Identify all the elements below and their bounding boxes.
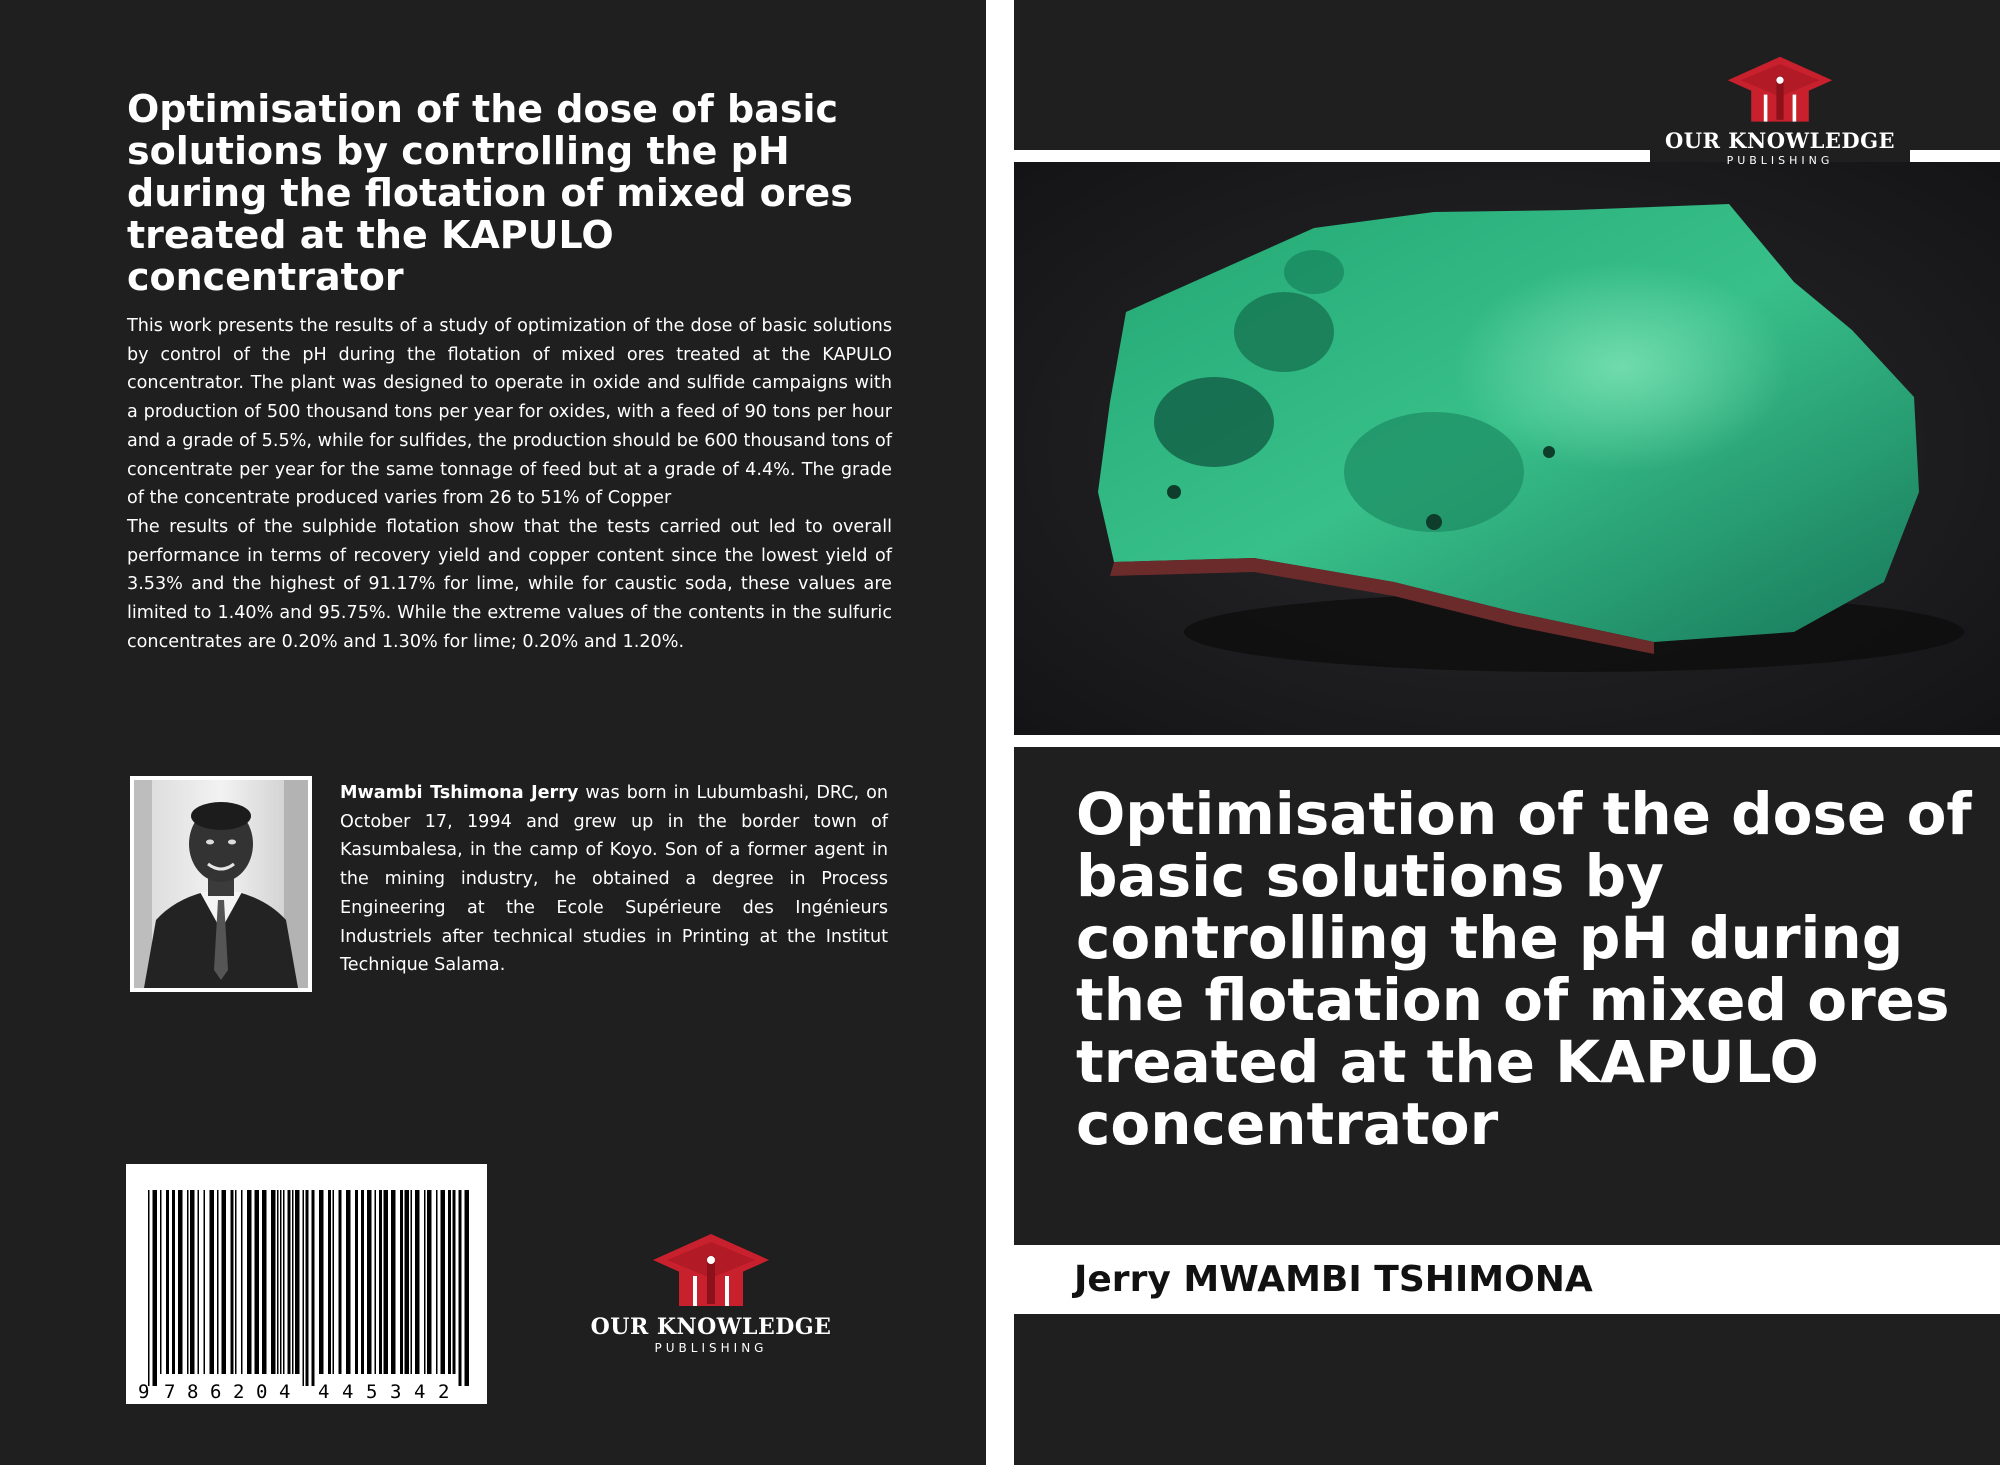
- barcode-bar: [288, 1190, 291, 1374]
- barcode-bar: [283, 1190, 285, 1374]
- isbn-barcode: [126, 1164, 487, 1404]
- barcode-bar: [405, 1190, 410, 1374]
- barcode-bar: [453, 1190, 456, 1374]
- barcode-bar: [160, 1190, 162, 1374]
- barcode-bar: [217, 1190, 219, 1374]
- barcode-bar: [441, 1190, 446, 1374]
- barcode-bar: [295, 1190, 300, 1374]
- barcode-bar: [190, 1190, 195, 1374]
- publisher-name: OUR KNOWLEDGE: [1664, 128, 1896, 153]
- barcode-digit: 5: [366, 1381, 378, 1403]
- barcode-bar: [448, 1190, 451, 1374]
- barcode-bar: [355, 1190, 358, 1374]
- barcode-bar: [210, 1190, 215, 1374]
- barcode-digit: 2: [233, 1381, 245, 1403]
- barcode-bar: [204, 1190, 206, 1374]
- abstract-paragraph-2: The results of the sulphide flotation show that the tests carried out led to overall performance in terms of recovery yield and copper content since the lowest yield of 3.53% and the highest of 91.17% for lime, while for caustic soda, these values are limited to 1.40% and 95.75%. While the extreme values of the contents in the sulfuric concentrates are 0.20% and 1.30% for lime; 0.20% and 1.20%.: [127, 516, 892, 652]
- barcode-bar: [361, 1190, 364, 1374]
- barcode-digit: 3: [390, 1381, 402, 1403]
- barcode-bar: [303, 1190, 305, 1386]
- barcode-bar: [255, 1190, 260, 1374]
- barcode-bar: [235, 1190, 237, 1374]
- front-cover-title: Optimisation of the dose of basic solutions by controlling the pH during the flotation of mixed ores treated at the KAPULO concentrator: [1076, 780, 1972, 1158]
- barcode-icon: [126, 1164, 487, 1404]
- publisher-logo-back: [586, 1232, 836, 1356]
- publisher-sub: PUBLISHING: [654, 1341, 768, 1355]
- barcode-digit: 0: [256, 1381, 268, 1403]
- barcode-digit: 9: [138, 1381, 150, 1403]
- barcode-bar: [319, 1190, 324, 1374]
- barcode-digit: 2: [438, 1381, 450, 1403]
- barcode-bar: [424, 1190, 426, 1374]
- barcode-bar: [333, 1190, 335, 1374]
- barcode-bar: [411, 1190, 413, 1374]
- barcode-bar: [415, 1190, 420, 1374]
- barcode-bar: [328, 1190, 331, 1374]
- barcode-bar: [367, 1190, 372, 1374]
- barcode-bar: [172, 1190, 175, 1374]
- barcode-digit: 4: [318, 1381, 330, 1403]
- barcode-digit: 6: [210, 1381, 222, 1403]
- author-portrait-image: [130, 776, 312, 992]
- barcode-bar: [277, 1190, 279, 1374]
- barcode-bar: [271, 1190, 276, 1374]
- barcode-bar: [187, 1190, 189, 1374]
- graduation-cap-logo-icon: [1725, 55, 1835, 127]
- author-biography: [340, 779, 888, 980]
- back-cover-abstract: [127, 312, 892, 656]
- barcode-bar: [247, 1190, 252, 1374]
- barcode-bar: [379, 1190, 382, 1374]
- barcode-bar: [339, 1190, 342, 1374]
- barcode-bar: [465, 1190, 470, 1386]
- front-bottom-band: [1014, 1314, 2000, 1465]
- barcode-bar: [459, 1190, 462, 1386]
- barcode-digit: 4: [414, 1381, 426, 1403]
- graduation-cap-logo-icon: [651, 1232, 771, 1312]
- barcode-bar: [391, 1190, 396, 1374]
- publisher-name: OUR KNOWLEDGE: [590, 1314, 832, 1340]
- barcode-bar: [427, 1190, 432, 1374]
- barcode-digit: 4: [279, 1381, 291, 1403]
- barcode-bar: [375, 1190, 377, 1374]
- barcode-bar: [262, 1190, 267, 1374]
- barcode-bar: [292, 1190, 294, 1374]
- publisher-logo-front: [1655, 55, 1905, 168]
- barcode-bar: [306, 1190, 309, 1386]
- abstract-paragraph-1: This work presents the results of a study of optimization of the dose of basic solutions by control of the pH during the flotation of mixed ores treated at the KAPULO concentrator. The plant was designed to operate in oxide and sulfide campaigns with a production of 500 thousand tons per year for oxides, with a feed of 90 tons per hour and a grade of 5.5%, while for sulfides, the production should be 600 thousand tons of concentrate per year for the same tonnage of feed but at a grade of 4.4%. The grade of the concentrate produced varies from 26 to 51% of Copper: [127, 316, 892, 509]
- barcode-bar: [231, 1190, 234, 1374]
- malachite-photo: [1014, 162, 2000, 735]
- barcode-digit: 8: [187, 1381, 199, 1403]
- barcode-bar: [153, 1190, 158, 1386]
- front-cover-author: Jerry MWAMBI TSHIMONA: [1074, 1259, 1593, 1300]
- barcode-digit: 7: [164, 1381, 176, 1403]
- back-cover-title: Optimisation of the dose of basic solutions by controlling the pH during the flotation of mixed ores treated at the KAPULO concentrator: [127, 87, 853, 299]
- barcode-bar: [280, 1190, 282, 1374]
- author-bio-name: Mwambi Tshimona Jerry: [340, 783, 579, 803]
- barcode-bar: [148, 1190, 150, 1386]
- barcode-bar: [198, 1190, 200, 1374]
- barcode-digit: 4: [342, 1381, 354, 1403]
- barcode-bar: [384, 1190, 389, 1374]
- barcode-bar: [178, 1190, 183, 1374]
- publisher-sub: PUBLISHING: [1726, 154, 1834, 167]
- barcode-bar: [400, 1190, 403, 1374]
- barcode-bar: [436, 1190, 438, 1374]
- barcode-bar: [222, 1190, 227, 1374]
- barcode-bar: [241, 1190, 243, 1374]
- barcode-bar: [312, 1190, 315, 1386]
- author-bio-text: was born in Lubumbashi, DRC, on October 17, 1994 and grew up in the border town of Kasumbalesa, in the camp of Koyo. Son of a former agent in the mining industry, he obtained a degree in Process Engineering at the Ecole Supérieure des Ingénieurs Industriels after technical studies in Printing at the Institut Technique Salama.: [340, 783, 888, 976]
- barcode-bar: [346, 1190, 351, 1374]
- barcode-bar: [166, 1190, 169, 1374]
